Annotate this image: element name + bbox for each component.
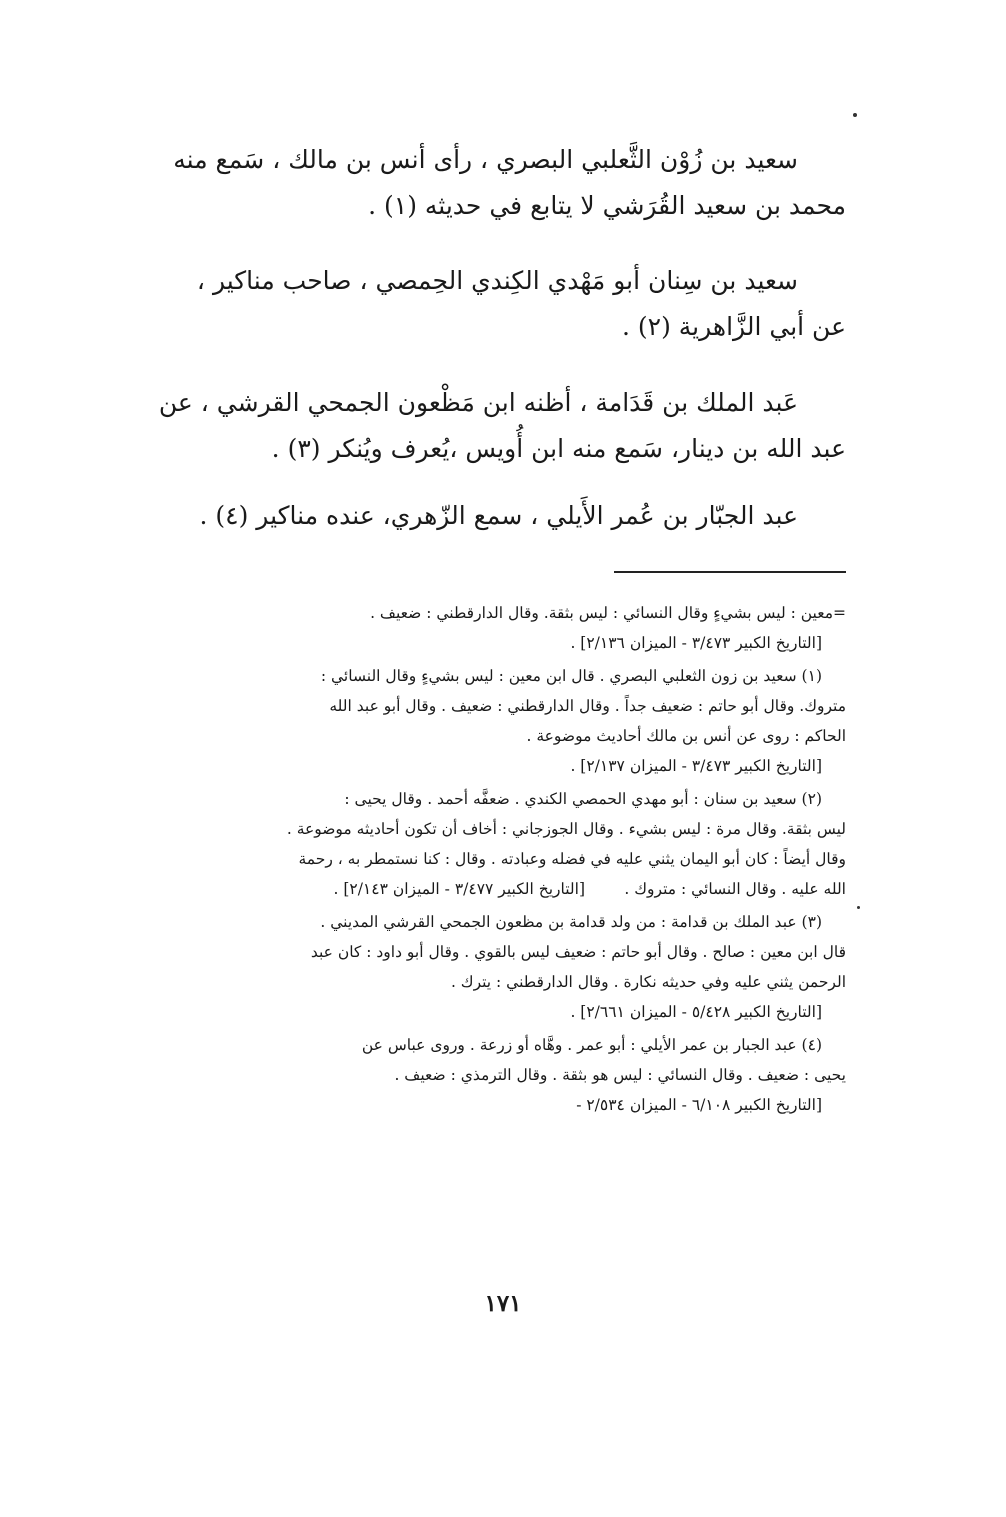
footnote-line: [التاريخ الكبير ٣/٤٧٣ - الميزان ٢/١٣٧] . [570,757,822,775]
footnotes [156,598,846,1123]
entry-line: سعيد بن زُوْن الثَّعلبي البصري ، رأى أنس بن مالك ، سَمع منه [173,145,798,174]
footnote-line: ليس بثقة. وقال مرة : ليس بشيء . وقال الجوزجاني : أخاف أن تكون أحاديثه موضوعة . [286,820,846,838]
footnote-2 [156,784,846,904]
scan-speck [857,906,860,909]
entry-abd-al-malik-bin-qudama [151,380,846,472]
footnote-line: الله عليه . وقال النسائي : متروك . [التاريخ الكبير ٣/٤٧٧ - الميزان ٢/١٤٣] . [333,880,846,898]
entry-abd-al-jabbar-bin-umar [151,493,846,539]
entry-line: سعيد بن سِنان أبو مَهْدي الكِندي الحِمصي ، صاحب مناكير ، [196,266,798,295]
footnote-4 [156,1030,846,1120]
entry-line: عبد الله بن دينار، سَمع منه ابن أُويس ،يُعرف ويُنكر (٣) . [271,434,846,463]
footnote-line: (١) سعيد بن زون الثعلبي البصري . قال ابن معين : ليس بشيءٍ وقال النسائي : [320,667,822,685]
footnote-continuation [156,598,846,658]
entry-said-bin-sinan [151,258,846,350]
footnote-line: يحيى : ضعيف . وقال النسائي : ليس هو بثقة . وقال الترمذي : ضعيف . [394,1066,846,1084]
entry-line: عن أبي الزَّاهرية (٢) . [621,312,846,341]
entry-line: عبد الجبّار بن عُمر الأَيلي ، سمع الزّهري، عنده مناكير (٤) . [199,501,798,530]
footnote-line: (٤) عبد الجبار بن عمر الأيلي : أبو عمر . وهَّاه أو زرعة . وروى عباس عن [361,1036,822,1054]
page-number: ١٧١ [484,1290,522,1317]
footnote-3 [156,907,846,1027]
footnote-line: قال ابن معين : صالح . وقال أبو حاتم : ضعيف ليس بالقوي . وقال أبو داود : كان عبد [310,943,846,961]
entry-line: عَبد الملك بن قَدَامة ، أظنه ابن مَظْعون الجمحي القرشي ، عن [158,388,798,417]
footnote-1 [156,661,846,781]
footnote-line: الرحمن يثني عليه وفي حديثه نكارة . وقال الدارقطني : يترك . [450,973,846,991]
footnote-line: =معين : ليس بشيءٍ وقال النسائي : ليس بثقة. وقال الدارقطني : ضعيف . [370,604,846,622]
entry-line: محمد بن سعيد القُرَشي لا يتابع في حديثه (١) . [368,191,846,220]
scan-speck [853,113,857,117]
footnote-line: [التاريخ الكبير ٥/٤٢٨ - الميزان ٢/٦٦١] . [570,1003,822,1021]
footnote-separator [614,571,846,573]
entry-said-bin-zawn [151,137,846,229]
footnote-line: متروك. وقال أبو حاتم : ضعيف جداً . وقال الدارقطني : ضعيف . وقال أبو عبد الله [329,697,846,715]
footnote-line: وقال أيضاً : كان أبو اليمان يثني عليه في فضله وعبادته . وقال : كنا نستمطر به ، رحمة [298,850,846,868]
footnote-line: [التاريخ الكبير ٦/١٠٨ - الميزان ٢/٥٣٤ - [576,1096,822,1114]
footnote-line: [التاريخ الكبير ٣/٤٧٣ - الميزان ٢/١٣٦] . [570,634,822,652]
footnote-line: (٣) عبد الملك بن قدامة : من ولد قدامة بن مظعون الجمحي القرشي المديني . [320,913,822,931]
footnote-line: الحاكم : روى عن أنس بن مالك أحاديث موضوعة . [526,727,846,745]
footnote-line: (٢) سعيد بن سنان : أبو مهدي الحمصي الكندي . ضعفَّه أحمد . وقال يحيى : [344,790,822,808]
